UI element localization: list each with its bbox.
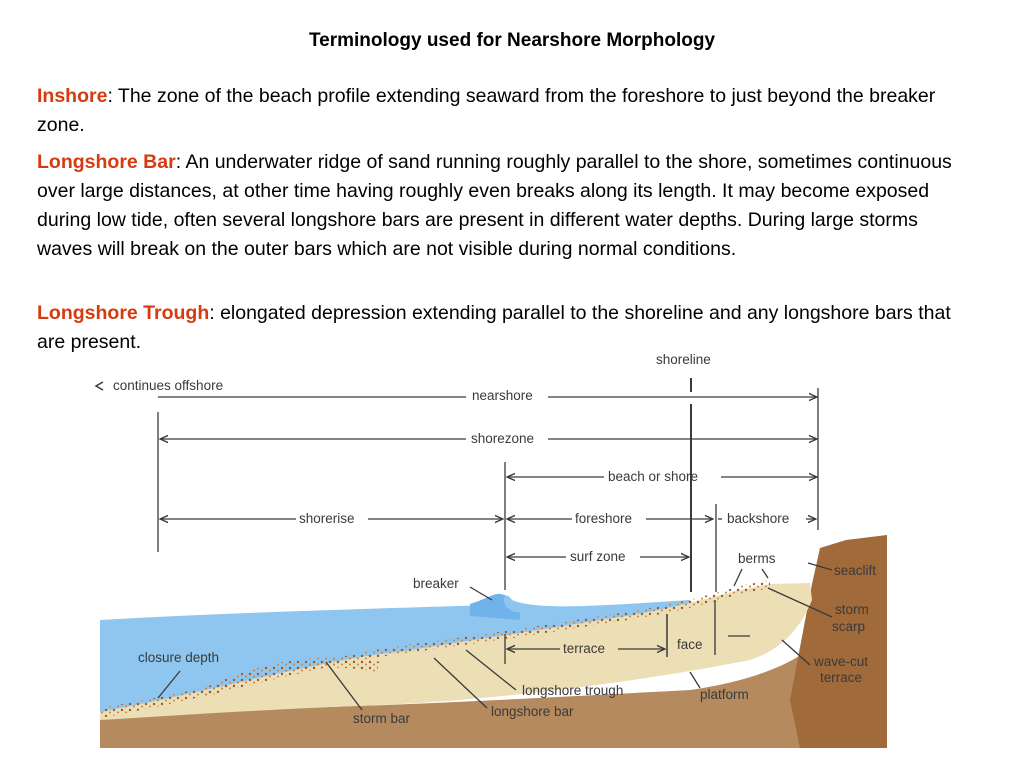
term-longshore-trough: Longshore Trough xyxy=(37,302,210,324)
label-shorezone: shorezone xyxy=(471,431,535,446)
definition-longshore-bar-text: : An underwater ridge of sand running roughly parallel to the shore, sometimes continuous over large distances, at other time having roughly even breaks along its length. It may become exposed during low tide, often several longshore bars are present in different water depths. During large storms waves will break on the outer bars which are not visible during normal conditions. xyxy=(37,151,952,260)
label-storm-scarp-1: storm xyxy=(835,602,869,617)
label-foreshore: foreshore xyxy=(575,511,633,526)
page-title: Terminology used for Nearshore Morphology xyxy=(308,30,716,51)
label-seacliff: seaclift xyxy=(834,563,877,578)
label-face: face xyxy=(677,637,703,652)
label-surf-zone: surf zone xyxy=(570,549,626,564)
definition-inshore xyxy=(37,82,977,140)
label-berms: berms xyxy=(738,551,776,566)
label-nearshore: nearshore xyxy=(472,388,533,403)
label-backshore: backshore xyxy=(727,511,790,526)
label-breaker: breaker xyxy=(413,576,459,591)
definition-longshore-bar xyxy=(37,148,977,264)
label-wave-cut-2: terrace xyxy=(820,670,863,685)
definition-inshore-text: : The zone of the beach profile extending seaward from the foreshore to just beyond the breaker zone. xyxy=(37,85,936,136)
label-beach-or-shore: beach or shore xyxy=(608,469,699,484)
label-platform: platform xyxy=(700,687,749,702)
label-longshore-bar: longshore bar xyxy=(491,704,574,719)
term-inshore: Inshore xyxy=(37,85,108,107)
term-longshore-bar: Longshore Bar xyxy=(37,151,176,173)
label-closure-depth: closure depth xyxy=(138,650,220,665)
label-shorerise: shorerise xyxy=(299,511,355,526)
label-shoreline: shoreline xyxy=(656,352,711,367)
label-storm-scarp-2: scarp xyxy=(832,619,866,634)
label-storm-bar: storm bar xyxy=(353,711,411,726)
label-continues-offshore: continues offshore xyxy=(113,378,224,393)
label-terrace: terrace xyxy=(563,641,606,656)
label-wave-cut-1: wave-cut xyxy=(814,654,869,669)
label-longshore-trough: longshore trough xyxy=(522,683,624,698)
definition-longshore-trough-text: : elongated depression extending parallel to the shoreline and any longshore bars that are present. xyxy=(37,302,951,353)
nearshore-profile-diagram xyxy=(0,340,1024,760)
